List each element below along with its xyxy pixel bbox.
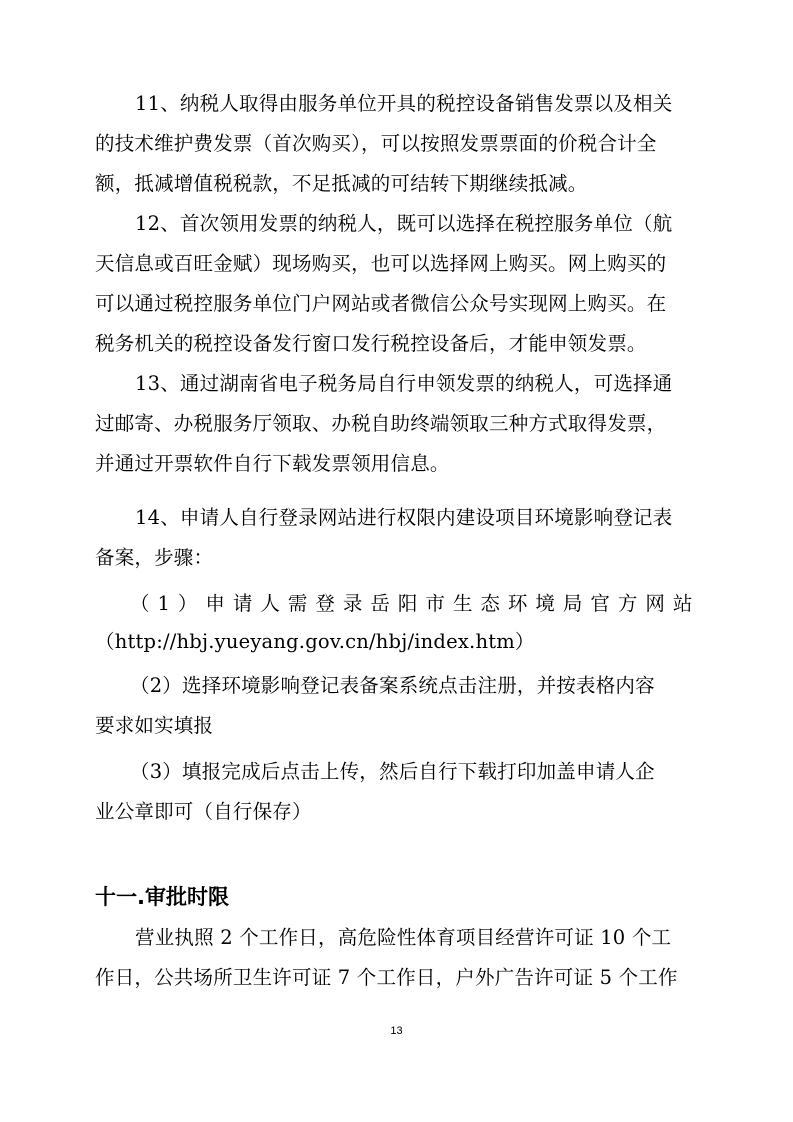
section-heading: 十一.审批时限 [95,885,229,909]
item-12-line-4: 税务机关的税控设备发行窗口发行税控设备后，才能申领发票。 [95,332,647,355]
step-3-line-1: （3）填报完成后点击上传，然后自行下载打印加盖申请人企 [130,760,655,783]
step-2-line-1: （2）选择环境影响登记表备案系统点击注册，并按表格内容 [130,674,655,697]
item-11-line-2: 的技术维护费发票（首次购买），可以按照发票票面的价税合计全 [95,132,657,155]
item-14-line-2: 备案，步骤： [95,546,214,569]
step-1-url: （http://hbj.yueyang.gov.cn/hbj/index.htm） [95,630,535,653]
item-13-line-1: 13、通过湖南省电子税务局自行申领发票的纳税人，可选择通 [135,372,673,395]
section-body-line-2: 作日，公共场所卫生许可证 7 个工作日，户外广告许可证 5 个工作 [95,966,678,989]
section-body-line-1: 营业执照 2 个工作日，高危险性体育项目经营许可证 10 个工 [135,926,672,949]
page-number: 13 [390,1025,403,1037]
item-12-line-1: 12、首次领用发票的纳税人，既可以选择在税控服务单位（航 [135,212,673,235]
step-1-line-1: （1）申请人需登录岳阳市生态环境局官方网站 [130,592,701,615]
item-14-line-1: 14、申请人自行登录网站进行权限内建设项目环境影响登记表 [135,506,673,529]
item-13-line-2: 过邮寄、办税服务厅领取、办税自助终端领取三种方式取得发票， [95,412,667,435]
item-12-line-2: 天信息或百旺金赋）现场购买，也可以选择网上购买。网上购买的 [95,252,667,275]
item-11-line-3: 额，抵减增值税税款，不足抵减的可结转下期继续抵减。 [95,172,588,195]
step-3-line-2: 业公章即可（自行保存） [95,800,312,823]
item-12-line-3: 可以通过税控服务单位门户网站或者微信公众号实现网上购买。在 [95,292,667,315]
item-13-line-3: 并通过开票软件自行下载发票领用信息。 [95,452,450,475]
item-11-line-1: 11、纳税人取得由服务单位开具的税控设备销售发票以及相关 [135,92,673,115]
step-2-line-2: 要求如实填报 [95,714,214,737]
